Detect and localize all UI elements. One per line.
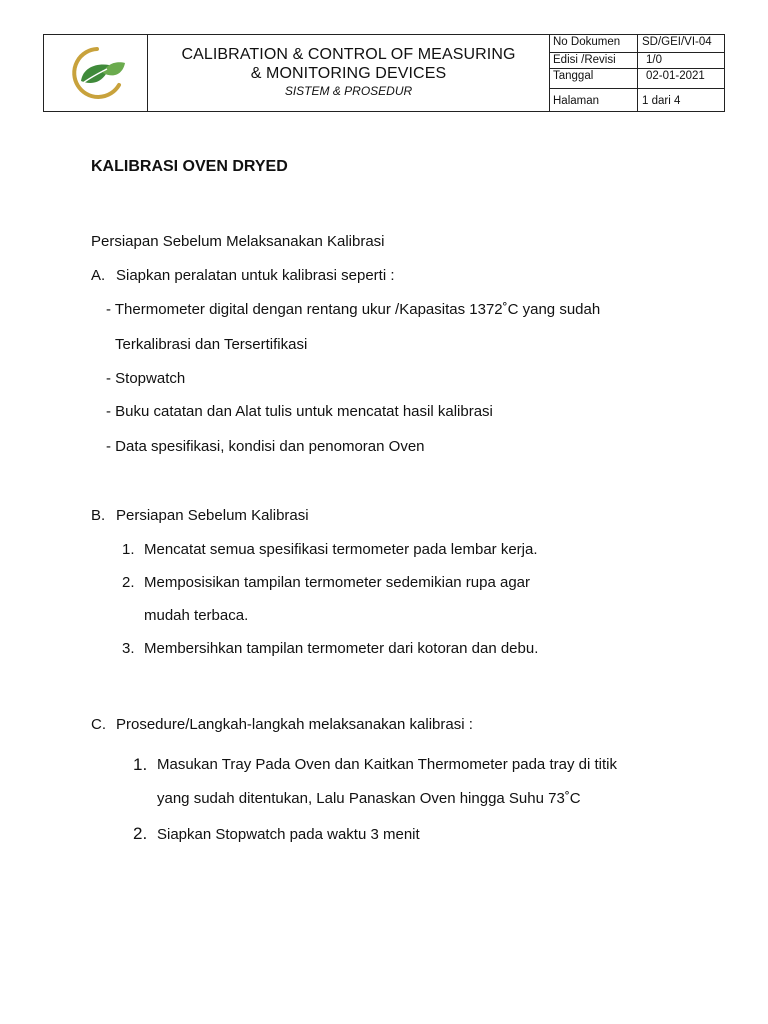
meta-row-revision [550, 53, 724, 69]
list-item: Memposisikan tampilan termometer sedemikian rupa agar [144, 574, 531, 591]
list-item-number: 2. [133, 824, 148, 843]
doc-subtitle: SISTEM & PROSEDUR [284, 84, 413, 98]
list-item: - Thermometer digital dengan rentang ukur /Kapasitas 1372˚C yang sudah [106, 301, 601, 318]
title-cell [148, 35, 550, 111]
list-item-continuation: yang sudah ditentukan, Lalu Panaskan Oven hingga Suhu 73˚C [157, 790, 581, 807]
doc-title-line1: CALIBRATION & CONTROL OF MEASURING [181, 46, 516, 63]
doc-title-line2: & MONITORING DEVICES [250, 65, 447, 82]
section-c-label: C. [91, 716, 106, 733]
section-b-label: B. [91, 507, 106, 524]
list-item-number: 3. [122, 640, 135, 657]
list-item: Masukan Tray Pada Oven dan Kaitkan Thermometer pada tray di titik [157, 756, 617, 773]
list-item-number: 1. [133, 755, 148, 774]
list-item: Siapkan Stopwatch pada waktu 3 menit [157, 826, 420, 843]
meta-key: No Dokumen [550, 35, 638, 52]
meta-value: 02-01-2021 [646, 70, 705, 82]
meta-row-page [550, 89, 724, 111]
list-item-number: 2. [122, 574, 135, 591]
page-heading: KALIBRASI OVEN DRYED [91, 158, 288, 175]
list-item: - Stopwatch [106, 370, 186, 387]
section-a-label: A. [91, 267, 106, 284]
logo-cell [44, 35, 148, 111]
meta-key: Halaman [550, 89, 638, 111]
section-b-title: Persiapan Sebelum Kalibrasi [116, 507, 309, 524]
section-a-title: Siapkan peralatan untuk kalibrasi seperti : [116, 267, 395, 284]
list-item-number: 1. [122, 541, 135, 558]
meta-key: Tanggal [550, 69, 638, 88]
list-item: Mencatat semua spesifikasi termometer pada lembar kerja. [144, 541, 538, 558]
list-item: Terkalibrasi dan Tersertifikasi [115, 336, 308, 353]
list-item: - Data spesifikasi, kondisi dan penomoran Oven [106, 438, 425, 455]
meta-row-document-number [550, 35, 724, 53]
document-header [43, 34, 725, 112]
list-item-continuation: mudah terbaca. [144, 607, 249, 624]
intro-text: Persiapan Sebelum Melaksanakan Kalibrasi [91, 233, 385, 250]
meta-value: SD/GEI/VI-04 [642, 36, 712, 48]
section-c-title: Prosedure/Langkah-langkah melaksanakan kalibrasi : [116, 716, 473, 733]
meta-value: 1/0 [646, 54, 662, 66]
meta-key: Edisi /Revisi [550, 53, 638, 68]
list-item: Membersihkan tampilan termometer dari kotoran dan debu. [144, 640, 539, 657]
meta-table [550, 35, 724, 111]
meta-row-date [550, 69, 724, 89]
meta-value: 1 dari 4 [642, 94, 681, 107]
list-item: - Buku catatan dan Alat tulis untuk mencatat hasil kalibrasi [106, 403, 493, 420]
company-logo [63, 43, 129, 103]
